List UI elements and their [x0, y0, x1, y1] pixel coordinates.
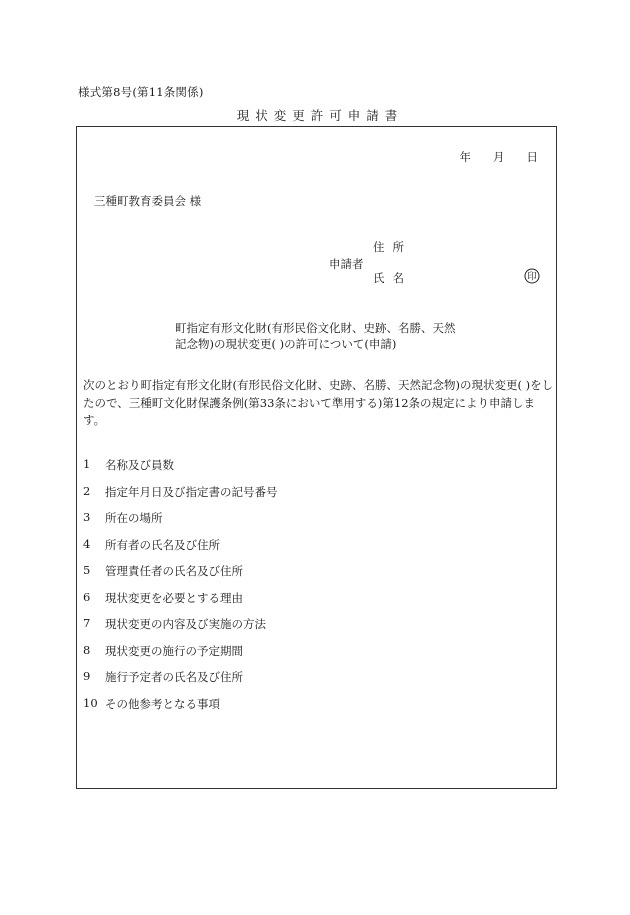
item-text: 施行予定者の氏名及び住所 [105, 670, 243, 684]
address-label: 住所 [373, 240, 412, 254]
item-number: 2 [83, 483, 91, 498]
item-number: 8 [83, 642, 91, 657]
subject-line-1: 町指定有形文化財(有形民俗文化財、史跡、名勝、天然 [175, 321, 456, 335]
item-number: 1 [83, 457, 91, 471]
seal-stamp-icon [524, 268, 540, 284]
item-text: 管理責任者の氏名及び住所 [105, 564, 243, 578]
subject [175, 320, 455, 352]
form-number: 様式第8号(第11条関係) [78, 85, 204, 99]
item-text: その他参考となる事項 [105, 696, 220, 711]
application-form-frame [76, 126, 557, 789]
list-item [83, 696, 278, 723]
date-year-label: 年 [459, 150, 471, 164]
date-line [460, 149, 539, 165]
items-list [83, 457, 278, 722]
date-day-label: 日 [526, 150, 538, 164]
item-text: 現状変更を必要とする理由 [105, 590, 243, 605]
item-text: 名称及び員数 [105, 458, 174, 472]
applicant-label: 申請者 [329, 257, 364, 271]
name-label: 氏名 [373, 271, 412, 285]
item-number: 5 [83, 563, 91, 577]
subject-line-2: 記念物)の現状変更( )の許可について(申請) [175, 337, 397, 351]
body-text: 次のとおり町指定有形文化財(有形民俗文化財、史跡、名勝、天然記念物)の現状変更( )をしたので、三種町文化財保護条例(第33条において準用する)第12条の規定により申請します。 [83, 378, 554, 427]
item-number: 3 [83, 510, 91, 524]
list-item [83, 590, 278, 617]
item-number: 10 [83, 695, 98, 710]
item-number: 4 [83, 536, 91, 551]
document-title: 現状変更許可申請書 [236, 108, 404, 123]
list-item [83, 457, 278, 484]
item-text: 現状変更の施行の予定期間 [105, 643, 243, 658]
item-text: 現状変更の内容及び実施の方法 [105, 617, 266, 631]
item-number: 7 [83, 616, 91, 630]
item-text: 所有者の氏名及び住所 [105, 537, 220, 552]
list-item [83, 537, 278, 564]
date-month-label: 月 [493, 150, 505, 164]
item-number: 6 [83, 589, 91, 604]
list-item [83, 510, 278, 537]
list-item [83, 616, 278, 643]
seal-text: 印 [527, 271, 537, 283]
list-item [83, 484, 278, 511]
list-item [83, 563, 278, 590]
addressee: 三種町教育委員会 様 [94, 194, 202, 208]
list-item [83, 669, 278, 696]
list-item [83, 643, 278, 670]
item-text: 指定年月日及び指定書の記号番号 [105, 484, 278, 499]
item-number: 9 [83, 669, 91, 683]
item-text: 所在の場所 [105, 511, 163, 525]
